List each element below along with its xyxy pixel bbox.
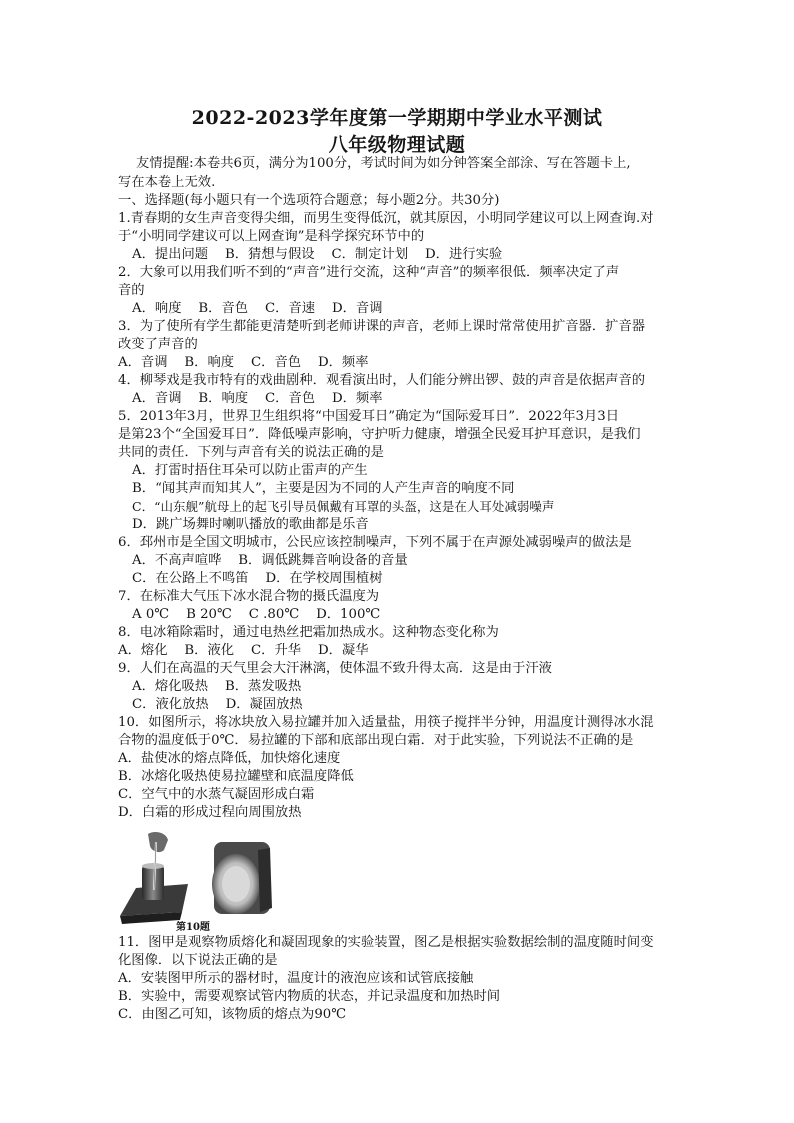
- q7-options: A 0℃ B 20℃ C .80℃ D．100℃: [132, 607, 381, 622]
- q11-option-b: B．实验中，需要观察试管内物质的状态，并记录温度和加热时间: [118, 989, 501, 1004]
- can-shape: [142, 866, 164, 900]
- q3-text-1: 3．为了使所有学生都能更清楚听到老师讲课的声音，老师上课时常常使用扩音器．扩音器: [118, 319, 646, 334]
- q5-option-b: B．“闻其声而知其人”，主要是因为不同的人产生声音的响度不同: [132, 481, 515, 496]
- q1-options: A．提出问题 B．猜想与假设 C．制定计划 D．进行实验: [132, 247, 503, 262]
- q5-text-3: 共同的责任．下列与声音有关的说法正确的是: [118, 445, 384, 460]
- q7-text-1: 7．在标准大气压下冰水混合物的摄氏温度为: [118, 589, 380, 604]
- q8-text-1: 8．电冰箱除霜时，通过电热丝把霜加热成水。这种物态变化称为: [118, 625, 499, 640]
- q2-text-1: 2．大象可以用我们听不到的“声音”进行交流，这种“声音”的频率很低．频率决定了声: [118, 265, 620, 280]
- q5-option-a: A．打雷时捂住耳朵可以防止雷声的产生: [132, 463, 368, 478]
- q11-text-1: 11．图甲是观察物质熔化和凝固现象的实验装置，图乙是根据实验数据绘制的温度随时间变: [118, 935, 654, 950]
- q4-text-1: 4．柳琴戏是我市特有的戏曲剧种．观看演出时，人们能分辨出锣、鼓的声音是依据声音的: [118, 373, 646, 388]
- q4-options: A．音调 B．响度 C．音色 D．频率: [132, 391, 383, 406]
- q9-options-2: C．液化放热 D．凝固放热: [132, 697, 303, 712]
- q3-options: A．音调 B．响度 C．音色 D．频率: [118, 355, 369, 370]
- q2-options: A．响度 B．音色 C．音速 D．音调: [132, 301, 383, 316]
- q10-option-b: B．冰熔化吸热使易拉罐壁和底温度降低: [118, 769, 354, 784]
- q11-text-2: 化图像．以下说法正确的是: [118, 953, 278, 968]
- q6-text-1: 6．邳州市是全国文明城市，公民应该控制噪声，下列不属于在声源处减弱噪声的做法是: [118, 535, 632, 550]
- q10-option-a: A．盐使冰的熔点降低，加快熔化速度: [118, 751, 341, 766]
- hand-shape: [148, 832, 168, 852]
- q5-option-d: D．跳广场舞时喇叭播放的歌曲都是乐音: [132, 517, 369, 532]
- q6-options-2: C．在公路上不鸣笛 D．在学校周围植树: [132, 571, 383, 586]
- q1-text-1: 1.青春期的女生声音变得尖细，而男生变得低沉，就其原因，小明同学建议可以上网查询.对: [118, 211, 654, 226]
- q10-text-1: 10．如图所示，将冰块放入易拉罐并加入适量盐，用筷子搅拌半分钟，用温度计测得冰水混: [118, 715, 654, 730]
- q5-text-2: 是第23个“全国爱耳日”．降低噪声影响，守护听力健康，增强全民爱耳护耳意识，是我们: [118, 427, 641, 442]
- frosted-can-bottom: [212, 842, 272, 914]
- q10-text-2: 合物的温度低于0℃．易拉罐的下部和底部出现白霜．对于此实验，下列说法不正确的是: [118, 733, 634, 748]
- exam-title: 2022-2023学年度第一学期期中学业水平测试: [191, 107, 603, 129]
- notice-line-1: 友情提醒:本卷共6页，满分为100分，考试时间为如分钟答案全部涂、写在答题卡上,: [136, 156, 631, 171]
- q10-option-d: D．白霜的形成过程向周围放热: [118, 805, 302, 820]
- q8-options: A．熔化 B．液化 C．升华 D．凝华: [118, 643, 369, 658]
- q10-option-c: C．空气中的水蒸气凝固形成白霜: [118, 787, 315, 802]
- q10-figure-caption: 第10题: [176, 922, 210, 933]
- q9-text-1: 9．人们在高温的天气里会大汗淋漓，使体温不致升得太高．这是由于汗液: [118, 661, 552, 676]
- q3-text-2: 改变了声音的: [118, 337, 198, 352]
- exam-subtitle: 八年级物理试题: [328, 134, 466, 156]
- q9-options-1: A．熔化吸热 B．蒸发吸热: [132, 679, 302, 694]
- q2-text-2: 音的: [118, 283, 145, 298]
- q11-option-c: C．由图乙可知，该物质的熔点为90℃: [118, 1007, 347, 1022]
- q6-options-1: A．不高声喧哗 B．调低跳舞音响设备的音量: [132, 553, 408, 568]
- q1-text-2: 于“小明同学建议可以上网查询”是科学探究环节中的: [118, 229, 425, 244]
- q5-option-c: C．“山东舰”航母上的起飞引导员佩戴有耳罩的头盔，这是在人耳处减弱噪声: [132, 499, 555, 514]
- q11-option-a: A．安装图甲所示的器材时，温度计的液泡应该和试管底接触: [118, 971, 474, 986]
- q5-text-1: 5．2013年3月，世界卫生组织将“中国爱耳日”确定为“国际爱耳日”．2022年3月3日: [118, 409, 620, 424]
- notice-line-2: 写在本卷上无效.: [118, 175, 216, 190]
- q10-figure-photo: [118, 828, 278, 928]
- section-heading: 一、选择题(每小题只有一个选项符合题意；每小题2分。共30分): [118, 193, 500, 208]
